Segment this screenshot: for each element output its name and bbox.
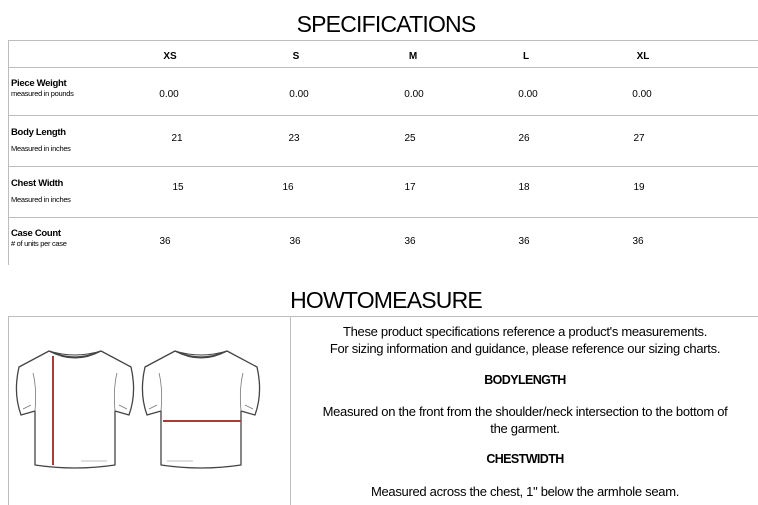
value-cell: 0.00 bbox=[632, 89, 652, 100]
value-cell: 36 bbox=[159, 236, 171, 247]
intro-line-2: For sizing information and guidance, please reference our sizing charts. bbox=[329, 341, 721, 356]
row-divider bbox=[9, 217, 758, 218]
chest-width-shirt-icon bbox=[137, 343, 265, 469]
value-cell: 36 bbox=[404, 236, 416, 247]
how-to-measure-title: HOWTOMEASURE bbox=[290, 287, 482, 313]
size-header-xs: XS bbox=[163, 51, 177, 62]
value-cell: 16 bbox=[282, 182, 294, 193]
value-cell: 0.00 bbox=[289, 89, 309, 100]
specifications-table bbox=[8, 40, 758, 265]
chest-width-heading: CHESTWIDTH bbox=[486, 452, 564, 466]
body-length-text-line-2: the garment. bbox=[490, 421, 560, 436]
value-cell: 15 bbox=[172, 182, 184, 193]
row-divider bbox=[9, 166, 758, 167]
row-label-body-length bbox=[11, 127, 71, 153]
value-cell: 26 bbox=[518, 133, 530, 144]
row-label-main: Case Count bbox=[11, 228, 61, 239]
value-cell: 21 bbox=[171, 133, 183, 144]
chest-width-text: Measured across the chest, 1" below the armhole seam. bbox=[370, 484, 680, 499]
shirt-diagram-panel bbox=[9, 317, 291, 505]
size-header-l: L bbox=[522, 51, 530, 62]
how-to-measure-box bbox=[8, 316, 758, 505]
value-cell: 0.00 bbox=[518, 89, 538, 100]
size-header-m: M bbox=[408, 51, 418, 62]
row-label-case-count bbox=[11, 228, 67, 248]
row-label-sub: Measured in inches bbox=[11, 144, 71, 153]
value-cell: 25 bbox=[404, 133, 416, 144]
value-cell: 0.00 bbox=[159, 89, 179, 100]
value-cell: 36 bbox=[518, 236, 530, 247]
row-label-sub: Measured in inches bbox=[11, 195, 71, 204]
size-header-xl: XL bbox=[636, 51, 650, 62]
row-label-main: Chest Width bbox=[11, 178, 64, 189]
size-header-s: S bbox=[292, 51, 300, 62]
row-label-chest-width bbox=[11, 178, 71, 204]
row-label-sub: # of units per case bbox=[11, 239, 67, 248]
row-divider bbox=[9, 115, 758, 116]
row-divider bbox=[9, 67, 758, 68]
row-label-sub: measured in pounds bbox=[11, 89, 74, 98]
body-length-shirt-icon bbox=[11, 343, 139, 469]
value-cell: 36 bbox=[289, 236, 301, 247]
value-cell: 0.00 bbox=[404, 89, 424, 100]
value-cell: 36 bbox=[632, 236, 644, 247]
row-label-piece-weight bbox=[11, 78, 74, 98]
intro-line-1: These product specifications reference a product's measurements. bbox=[342, 324, 708, 339]
body-length-text-line-1: Measured on the front from the shoulder/neck intersection to the bottom of bbox=[322, 404, 728, 419]
row-label-main: Body Length bbox=[11, 127, 66, 138]
body-length-heading: BODYLENGTH bbox=[484, 373, 566, 387]
value-cell: 27 bbox=[633, 133, 645, 144]
value-cell: 17 bbox=[404, 182, 416, 193]
value-cell: 23 bbox=[288, 133, 300, 144]
value-cell: 19 bbox=[633, 182, 645, 193]
row-label-main: Piece Weight bbox=[11, 78, 67, 89]
value-cell: 18 bbox=[518, 182, 530, 193]
specifications-title: SPECIFICATIONS bbox=[296, 11, 476, 37]
